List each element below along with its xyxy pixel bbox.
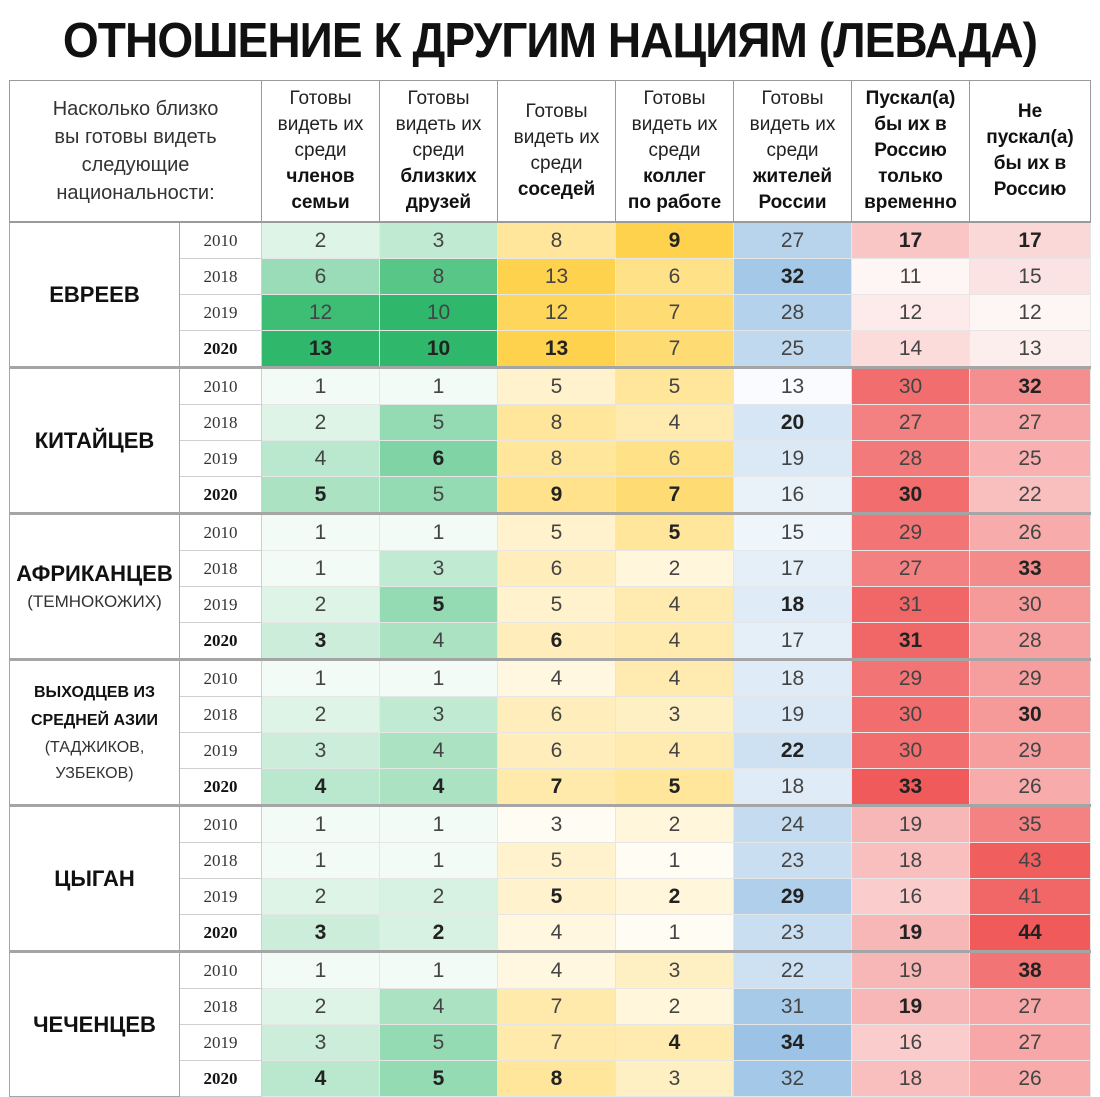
value-cell: 30 [970,587,1091,623]
value-cell: 13 [970,331,1091,368]
value-cell: 5 [380,587,498,623]
corner-label-line: национальности: [56,182,215,204]
column-header-line: среди [766,140,819,161]
column-header-line: временно [864,192,957,213]
header-row [10,81,1091,223]
column-header-line: среди [412,140,465,161]
value-cell: 2 [262,989,380,1025]
value-cell: 10 [380,295,498,331]
group-name: КИТАЙЦЕВ [34,427,155,453]
value-cell: 30 [852,368,970,405]
value-cell: 6 [380,441,498,477]
value-cell: 18 [734,660,852,697]
value-cell: 4 [616,733,734,769]
value-cell: 2 [616,806,734,843]
value-cell: 3 [262,623,380,660]
column-header-line: Готовы [643,88,706,109]
column-header-line: Готовы [761,88,824,109]
table-row [10,514,1091,551]
value-cell: 2 [262,879,380,915]
value-cell: 4 [498,952,616,989]
value-cell: 14 [852,331,970,368]
value-cell: 26 [970,514,1091,551]
column-header-line: по работе [627,192,722,213]
value-cell: 4 [380,733,498,769]
value-cell: 19 [852,952,970,989]
value-cell: 3 [380,697,498,733]
value-cell: 2 [380,915,498,952]
value-cell: 5 [616,368,734,405]
value-cell: 5 [380,405,498,441]
group-name: ВЫХОДЦЕВ ИЗ СРЕДНЕЙ АЗИИ [30,683,159,729]
value-cell: 19 [734,697,852,733]
value-cell: 18 [852,1061,970,1097]
value-cell: 19 [852,806,970,843]
value-cell: 26 [970,769,1091,806]
value-cell: 4 [262,1061,380,1097]
value-cell: 16 [852,1025,970,1061]
value-cell: 1 [380,368,498,405]
value-cell: 17 [852,222,970,259]
table-row [10,660,1091,697]
value-cell: 29 [852,514,970,551]
value-cell: 6 [262,259,380,295]
column-header-line: членов [286,166,355,187]
data-table [9,80,1091,1097]
value-cell: 5 [498,514,616,551]
value-cell: 23 [734,843,852,879]
value-cell: 5 [262,477,380,514]
value-cell: 22 [970,477,1091,514]
year-cell: 2019 [180,879,262,915]
column-header-friends [380,81,498,223]
column-header-line: видеть их [749,114,836,135]
year-cell: 2018 [180,259,262,295]
year-cell: 2018 [180,989,262,1025]
value-cell: 12 [262,295,380,331]
year-cell: 2010 [180,368,262,405]
column-header-line: видеть их [631,114,718,135]
value-cell: 32 [970,368,1091,405]
value-cell: 19 [852,915,970,952]
value-cell: 33 [852,769,970,806]
value-cell: 33 [970,551,1091,587]
year-cell: 2019 [180,733,262,769]
value-cell: 41 [970,879,1091,915]
value-cell: 44 [970,915,1091,952]
value-cell: 32 [734,259,852,295]
year-cell: 2010 [180,222,262,259]
table-row [10,368,1091,405]
value-cell: 2 [616,989,734,1025]
column-header-line: пускал(а) [986,127,1074,148]
group-label [10,514,180,660]
value-cell: 5 [498,368,616,405]
value-cell: 9 [616,222,734,259]
value-cell: 29 [852,660,970,697]
value-cell: 8 [498,405,616,441]
value-cell: 3 [616,952,734,989]
column-header-line: только [878,166,943,187]
group-name: ЧЕЧЕНЦЕВ [33,1011,156,1037]
page-title: ОТНОШЕНИЕ К ДРУГИМ НАЦИЯМ (ЛЕВАДА) [62,14,1038,68]
corner-label-line: вы готовы видеть [54,126,217,148]
column-header-line: Россию [874,140,947,161]
value-cell: 3 [262,915,380,952]
value-cell: 1 [616,843,734,879]
value-cell: 31 [852,587,970,623]
column-header-line: бы их в [874,114,947,135]
value-cell: 16 [734,477,852,514]
column-header-line: семьи [291,192,350,213]
value-cell: 19 [734,441,852,477]
year-cell: 2020 [180,915,262,952]
value-cell: 8 [498,441,616,477]
value-cell: 26 [970,1061,1091,1097]
value-cell: 5 [616,769,734,806]
value-cell: 6 [498,623,616,660]
group-subtitle: УЗБЕКОВ) [55,764,134,782]
value-cell: 43 [970,843,1091,879]
value-cell: 3 [616,1061,734,1097]
value-cell: 31 [734,989,852,1025]
value-cell: 1 [262,514,380,551]
year-cell: 2020 [180,331,262,368]
value-cell: 34 [734,1025,852,1061]
value-cell: 4 [498,915,616,952]
group-label [10,806,180,952]
year-cell: 2020 [180,1061,262,1097]
value-cell: 7 [616,331,734,368]
value-cell: 25 [970,441,1091,477]
value-cell: 13 [498,331,616,368]
year-cell: 2010 [180,514,262,551]
value-cell: 1 [262,843,380,879]
value-cell: 4 [262,769,380,806]
year-cell: 2020 [180,477,262,514]
value-cell: 4 [498,660,616,697]
value-cell: 16 [852,879,970,915]
value-cell: 12 [498,295,616,331]
value-cell: 1 [262,551,380,587]
value-cell: 30 [852,477,970,514]
year-cell: 2019 [180,295,262,331]
value-cell: 31 [852,623,970,660]
group-label [10,660,180,806]
value-cell: 30 [852,697,970,733]
value-cell: 1 [262,368,380,405]
value-cell: 28 [852,441,970,477]
value-cell: 5 [380,1025,498,1061]
value-cell: 8 [498,222,616,259]
year-cell: 2019 [180,1025,262,1061]
group-label [10,222,180,368]
value-cell: 29 [970,660,1091,697]
value-cell: 27 [734,222,852,259]
column-header-line: среди [294,140,347,161]
value-cell: 6 [616,441,734,477]
value-cell: 1 [380,514,498,551]
value-cell: 2 [616,879,734,915]
value-cell: 27 [970,1025,1091,1061]
value-cell: 1 [380,660,498,697]
value-cell: 2 [262,697,380,733]
value-cell: 3 [262,1025,380,1061]
value-cell: 7 [616,477,734,514]
value-cell: 4 [616,660,734,697]
column-header-line: коллег [643,166,706,187]
value-cell: 2 [262,222,380,259]
value-cell: 20 [734,405,852,441]
value-cell: 18 [734,769,852,806]
value-cell: 7 [498,989,616,1025]
value-cell: 5 [498,843,616,879]
corner-label [10,81,262,223]
value-cell: 11 [852,259,970,295]
value-cell: 24 [734,806,852,843]
value-cell: 12 [970,295,1091,331]
year-cell: 2019 [180,587,262,623]
value-cell: 5 [498,879,616,915]
value-cell: 27 [852,551,970,587]
value-cell: 4 [380,989,498,1025]
column-header-line: среди [530,153,583,174]
attitude-table [9,80,1090,1088]
column-header-line: друзей [405,192,472,213]
year-cell: 2020 [180,769,262,806]
value-cell: 1 [262,806,380,843]
column-header-line: близких [400,166,477,187]
column-header-line: Готовы [289,88,352,109]
column-header-line: соседей [517,179,596,200]
value-cell: 27 [970,989,1091,1025]
value-cell: 3 [616,697,734,733]
column-header-line: Не [1017,101,1043,122]
value-cell: 19 [852,989,970,1025]
value-cell: 1 [380,843,498,879]
group-label [10,368,180,514]
value-cell: 1 [262,952,380,989]
value-cell: 6 [498,551,616,587]
value-cell: 3 [380,551,498,587]
table-body [10,222,1091,1097]
column-header-family [262,81,380,223]
group-name: ЕВРЕЕВ [49,281,140,307]
value-cell: 3 [380,222,498,259]
value-cell: 5 [498,587,616,623]
value-cell: 2 [262,587,380,623]
value-cell: 1 [380,806,498,843]
group-label [10,952,180,1097]
value-cell: 18 [734,587,852,623]
value-cell: 4 [616,1025,734,1061]
column-header-line: видеть их [277,114,364,135]
value-cell: 6 [498,733,616,769]
value-cell: 6 [616,259,734,295]
value-cell: 10 [380,331,498,368]
year-cell: 2019 [180,441,262,477]
value-cell: 4 [380,623,498,660]
value-cell: 1 [616,915,734,952]
column-header-colleagues [616,81,734,223]
value-cell: 5 [380,477,498,514]
value-cell: 18 [852,843,970,879]
value-cell: 30 [970,697,1091,733]
value-cell: 2 [262,405,380,441]
year-cell: 2010 [180,952,262,989]
value-cell: 4 [380,769,498,806]
value-cell: 27 [852,405,970,441]
value-cell: 22 [734,733,852,769]
column-header-line: Россию [993,179,1067,200]
value-cell: 13 [734,368,852,405]
corner-label-line: Насколько близко [52,98,219,120]
value-cell: 17 [970,222,1091,259]
column-header-not-allow [970,81,1091,223]
value-cell: 27 [970,405,1091,441]
value-cell: 22 [734,952,852,989]
value-cell: 25 [734,331,852,368]
value-cell: 5 [380,1061,498,1097]
value-cell: 13 [262,331,380,368]
value-cell: 1 [262,660,380,697]
value-cell: 28 [970,623,1091,660]
group-name: АФРИКАНЦЕВ [16,561,173,586]
column-header-line: среди [648,140,701,161]
value-cell: 35 [970,806,1091,843]
value-cell: 7 [498,769,616,806]
value-cell: 4 [616,405,734,441]
value-cell: 5 [616,514,734,551]
column-header-line: Пускал(а) [865,88,956,109]
value-cell: 30 [852,733,970,769]
value-cell: 13 [498,259,616,295]
column-header-line: бы их в [993,153,1067,174]
year-cell: 2018 [180,551,262,587]
value-cell: 8 [380,259,498,295]
year-cell: 2018 [180,843,262,879]
year-cell: 2020 [180,623,262,660]
value-cell: 17 [734,623,852,660]
value-cell: 9 [498,477,616,514]
column-header-line: жителей [752,166,833,187]
value-cell: 7 [616,295,734,331]
column-header-neighbors [498,81,616,223]
group-subtitle: (ТАДЖИКОВ, [44,738,145,756]
value-cell: 6 [498,697,616,733]
value-cell: 38 [970,952,1091,989]
value-cell: 4 [616,587,734,623]
value-cell: 8 [498,1061,616,1097]
value-cell: 2 [616,551,734,587]
value-cell: 1 [380,952,498,989]
table-row [10,222,1091,259]
column-header-residents [734,81,852,223]
year-cell: 2018 [180,697,262,733]
table-row [10,952,1091,989]
column-header-line: Готовы [407,88,470,109]
column-header-line: видеть их [395,114,482,135]
year-cell: 2010 [180,660,262,697]
value-cell: 15 [970,259,1091,295]
value-cell: 4 [262,441,380,477]
corner-label-line: следующие [81,154,190,176]
value-cell: 32 [734,1061,852,1097]
group-subtitle: (ТЕМНОКОЖИХ) [27,592,162,611]
value-cell: 29 [970,733,1091,769]
column-header-line: России [758,192,827,213]
value-cell: 3 [262,733,380,769]
value-cell: 23 [734,915,852,952]
value-cell: 4 [616,623,734,660]
value-cell: 12 [852,295,970,331]
value-cell: 28 [734,295,852,331]
table-row [10,806,1091,843]
value-cell: 2 [380,879,498,915]
column-header-line: Готовы [525,101,588,122]
group-name: ЦЫГАН [54,865,135,891]
value-cell: 7 [498,1025,616,1061]
column-header-temporary [852,81,970,223]
year-cell: 2010 [180,806,262,843]
value-cell: 15 [734,514,852,551]
value-cell: 3 [498,806,616,843]
value-cell: 17 [734,551,852,587]
year-cell: 2018 [180,405,262,441]
column-header-line: видеть их [513,127,600,148]
value-cell: 29 [734,879,852,915]
